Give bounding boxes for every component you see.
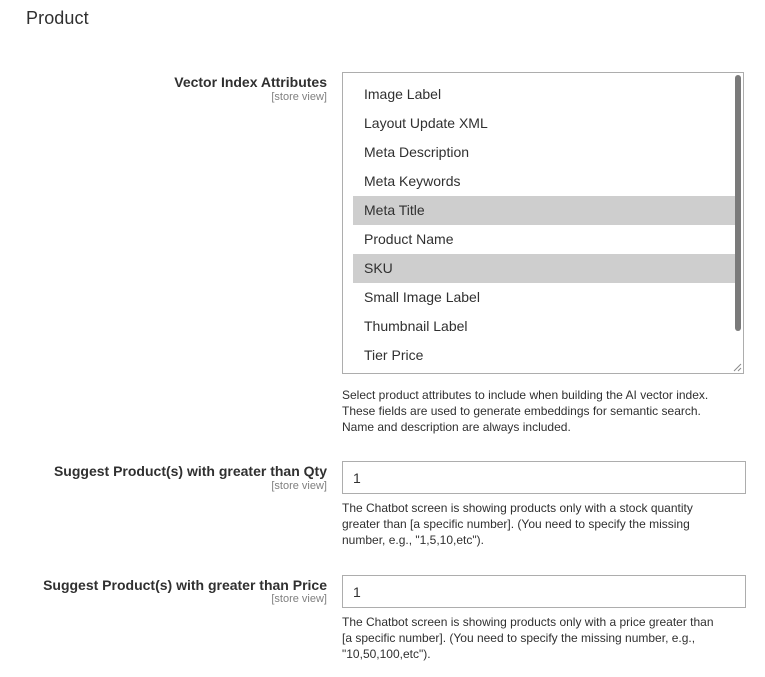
vector-index-note [342, 387, 742, 435]
note-line: The Chatbot screen is showing products only with a stock quantity [342, 501, 693, 515]
option-label: Meta Description [364, 144, 470, 160]
note-line: Name and description are always included. [342, 420, 571, 434]
attribute-option-product-name[interactable] [353, 225, 735, 254]
attribute-option-thumbnail-label[interactable] [353, 312, 735, 341]
attribute-option-meta-title[interactable] [353, 196, 735, 225]
attribute-options-list [353, 80, 735, 370]
attribute-option-layout-update-xml[interactable] [353, 109, 735, 138]
suggest-price-label: Suggest Product(s) with greater than Price [43, 577, 327, 593]
option-label: Product Name [364, 231, 454, 247]
option-label: Image Label [364, 86, 442, 102]
option-label: Meta Title [364, 202, 425, 218]
suggest-qty-label: Suggest Product(s) with greater than Qty [53, 463, 327, 479]
suggest-qty-note [342, 500, 742, 548]
note-line: "10,50,100,etc"). [342, 647, 431, 661]
option-label: Layout Update XML [364, 115, 488, 131]
suggest-price-input[interactable] [342, 575, 746, 608]
attribute-option-sku[interactable] [353, 254, 735, 283]
suggest-price-note [342, 614, 742, 662]
suggest-qty-scope-label: [store view] [271, 480, 327, 492]
attribute-option-image-label[interactable] [353, 80, 735, 109]
note-line: [a specific number]. (You need to specify the missing number, e.g., [342, 631, 696, 645]
note-line: Select product attributes to include when building the AI vector index. [342, 388, 709, 402]
resize-handle-icon[interactable] [732, 362, 742, 372]
option-label: SKU [364, 260, 393, 276]
option-label: Thumbnail Label [364, 318, 468, 334]
vector-index-attributes-multiselect[interactable] [342, 72, 744, 374]
option-label: Small Image Label [364, 289, 480, 305]
note-line: These fields are used to generate embeddings for semantic search. [342, 404, 701, 418]
vector-index-scope-label: [store view] [271, 91, 327, 103]
attribute-option-meta-keywords[interactable] [353, 167, 735, 196]
attribute-option-small-image-label[interactable] [353, 283, 735, 312]
option-label: Tier Price [364, 347, 424, 363]
attribute-option-meta-description[interactable] [353, 138, 735, 167]
note-line: The Chatbot screen is showing products only with a price greater than [342, 615, 714, 629]
multiselect-scrollbar[interactable] [735, 75, 741, 331]
suggest-price-scope-label: [store view] [271, 593, 327, 605]
vector-index-attributes-label: Vector Index Attributes [174, 74, 327, 90]
section-title: Product [26, 8, 89, 28]
attribute-option-tier-price[interactable] [353, 341, 735, 370]
note-line: greater than [a specific number]. (You need to specify the missing [342, 517, 690, 531]
option-label: Meta Keywords [364, 173, 461, 189]
suggest-qty-input[interactable] [342, 461, 746, 494]
note-line: number, e.g., "1,5,10,etc"). [342, 533, 484, 547]
